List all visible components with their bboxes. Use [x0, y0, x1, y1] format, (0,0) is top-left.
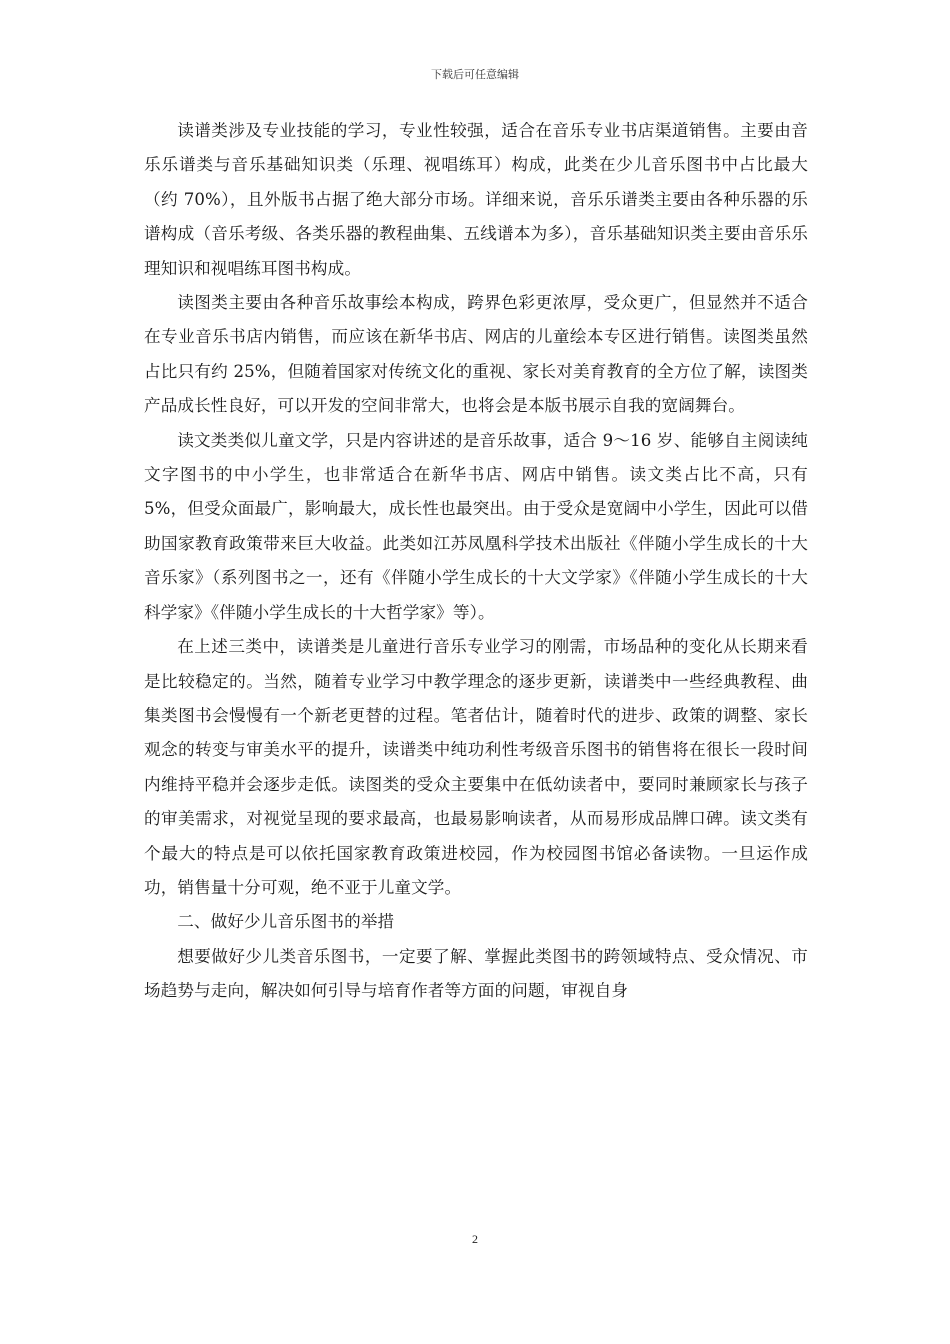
paragraph-comparison: 在上述三类中，读谱类是儿童进行音乐专业学习的刚需，市场品种的变化从长期来看是比较稳定的。当然，随着专业学习中教学理念的逐步更新，读谱类中一些经典教程、曲集类图书会慢慢有一个新老更替的过程。笔者估计，随着时代的进步、政策的调整、家长观念的转变与审美水平的提升，读谱类中纯功利性考级音乐图书的销售将在很长一段时间内维持平稳并会逐步走低。读图类的受众主要集中在低幼读者中，要同时兼顾家长与孩子的审美需求，对视觉呈现的要求最高，也最易影响读者，从而易形成品牌口碑。读文类有个最大的特点是可以依托国家教育政策进校园，作为校园图书馆必备读物。一旦运作成功，销售量十分可观，绝不亚于儿童文学。 — [144, 637, 808, 897]
section-heading: 二、做好少儿音乐图书的举措 — [177, 912, 395, 932]
paragraph-measures: 想要做好少儿类音乐图书，一定要了解、掌握此类图书的跨领域特点、受众情况、市场趋势与走向，解决如何引导与培育作者等方面的问题，审视自身 — [144, 946, 808, 1001]
document-body — [144, 114, 808, 1009]
page-number: 2 — [472, 1232, 478, 1246]
paragraph-text-books: 读文类类似儿童文学，只是内容讲述的是音乐故事，适合 9～16 岁、能够自主阅读纯文字图书的中小学生，也非常适合在新华书店、网店中销售。读文类占比不高，只有 5%，但受众面最广，影响最大，成长性也最突出。由于受众是宽阔中小学生，因此可以借助国家教育政策带来巨大收益。此类如江苏凤凰科学技术出版社《伴随小学生成长的十大音乐家》（系列图书之一，还有《伴随小学生成长的十大文学家》《伴随小学生成长的十大科学家》《伴随小学生成长的十大哲学家》等）。 — [144, 430, 808, 622]
page-header: 下载后可任意编辑 — [431, 68, 519, 81]
paragraph-picture-books: 读图类主要由各种音乐故事绘本构成，跨界色彩更浓厚，受众更广，但显然并不适合在专业音乐书店内销售，而应该在新华书店、网店的儿童绘本专区进行销售。读图类虽然占比只有约 25%，但随着国家对传统文化的重视、家长对美育教育的全方位了解，读图类产品成长性良好，可以开发的空间非常大，也将会是本版书展示自我的宽阔舞台。 — [144, 293, 808, 416]
paragraph-reading-scores: 读谱类涉及专业技能的学习，专业性较强，适合在音乐专业书店渠道销售。主要由音乐乐谱类与音乐基础知识类（乐理、视唱练耳）构成，此类在少儿音乐图书中占比最大（约 70%），且外版书占据了绝大部分市场。详细来说，音乐乐谱类主要由各种乐器的乐谱构成（音乐考级、各类乐器的教程曲集、五线谱本为多），音乐基础知识类主要由音乐乐理知识和视唱练耳图书构成。 — [144, 121, 808, 278]
